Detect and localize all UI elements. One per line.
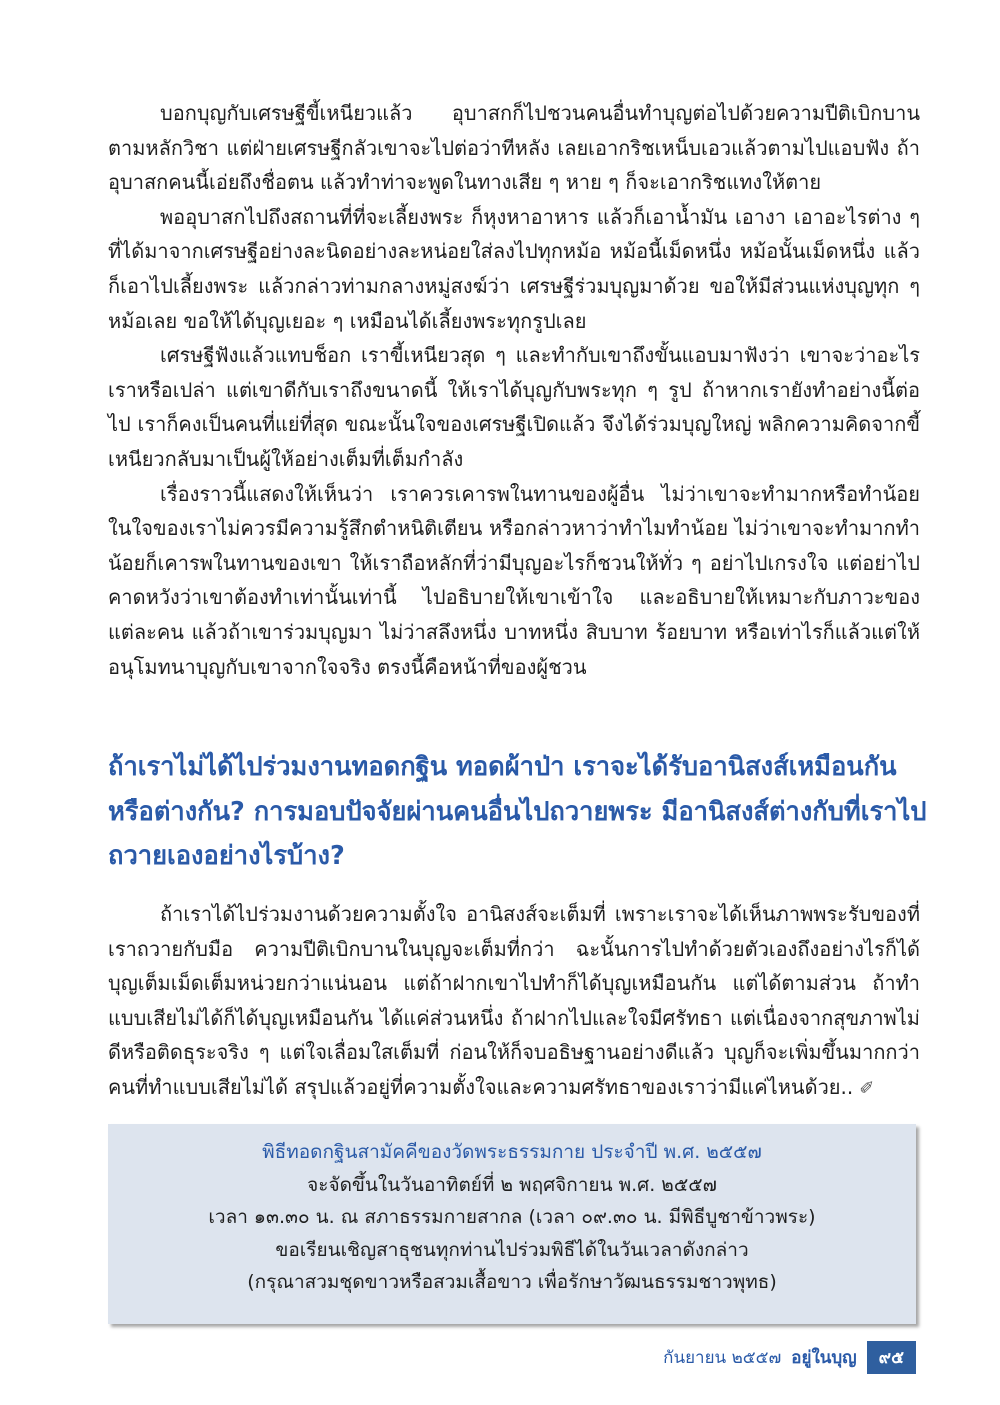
paragraph-2: พออุบาสกไปถึงสถานที่ที่จะเลี้ยงพระ ก็หุงหาอาหาร แล้วก็เอาน้ำมัน เอางา เอาอะไรต่าง ๆ ที่ได้มาจากเศรษฐีอย่างละนิดอย่างละหน่อยใส่ลงไปทุกหม้อ หม้อนี้เม็ดหนึ่ง หม้อนั้นเม็ดหนึ่ง แล้วก็เอาไปเลี้ยงพระ แล้วกล่าวท่ามกลางหมู่สงฆ์ว่า เศรษฐีร่วมบุญมาด้วย ขอให้มีส่วนแห่งบุญทุก ๆ หม้อเลย ขอให้ได้บุญเยอะ ๆ เหมือนได้เลี้ยงพระทุกรูปเลย <box>108 204 920 333</box>
magazine-name: อยู่ในบุญ <box>791 1348 857 1368</box>
question-heading: ถ้าเราไม่ได้ไปร่วมงานทอดกฐิน ทอดผ้าป่า เราจะได้รับอานิสงส์เหมือนกันหรือต่างกัน? การมอบปัจจัยผ่านคนอื่นไปถวายพระ มีอานิสงส์ต่างกับที่เราไปถวายเองอย่างไรบ้าง? <box>108 752 927 871</box>
quill-end-icon: ✐ <box>859 1077 875 1099</box>
answer-text: ถ้าเราได้ไปร่วมงานด้วยความตั้งใจ อานิสงส์จะเต็มที่ เพราะเราจะได้เห็นภาพพระรับของที่เราถวายกับมือ ความปีติเบิกบานในบุญจะเต็มที่กว่า ฉะนั้นการไปทำด้วยตัวเองถึงอย่างไรก็ได้บุญเต็มเม็ดเต็มหน่วยกว่าแน่นอน แต่ถ้าฝากเขาไปทำก็ได้บุญเหมือนกัน แต่ได้ตามส่วน ถ้าทำแบบเสียไม่ได้ก็ได้บุญเหมือนกัน ได้แค่ส่วนหนึ่ง ถ้าฝากไปและใจมีศรัทธา แต่เนื่องจากสุขภาพไม่ดีหรือติดธุระจริง ๆ แต่ใจเลื่อมใสเต็มที่ ก่อนให้ก็จบอธิษฐานอย่างดีแล้ว บุญก็จะเพิ่มขึ้นมากกว่าคนที่ทำแบบเสียไม่ได้ สรุปแล้วอยู่ที่ความตั้งใจและความศรัทธาของเราว่ามีแค่ไหนด้วย.. <box>108 902 920 1099</box>
notice-dress-code: (กรุณาสวมชุดขาวหรือสวมเสื้อขาว เพื่อรักษาวัฒนธรรมชาวพุทธ) <box>247 1271 777 1293</box>
paragraph-3: เศรษฐีฟังแล้วแทบช็อก เราขี้เหนียวสุด ๆ และทำกับเขาถึงขั้นแอบมาฟังว่า เขาจะว่าอะไรเราหรือเปล่า แต่เขาดีกับเราถึงขนาดนี้ ให้เราได้บุญกับพระทุก ๆ รูป ถ้าหากเรายังทำอย่างนี้ต่อไป เราก็คงเป็นคนที่แย่ที่สุด ขณะนั้นใจของเศรษฐีเปิดแล้ว จึงได้ร่วมบุญใหญ่ พลิกความคิดจากขี้เหนียวกลับมาเป็นผู้ให้อย่างเต็มที่เต็มกำลัง <box>108 343 920 471</box>
issue-date: กันยายน ๒๕๕๗ <box>663 1348 782 1368</box>
article-body-top <box>108 96 920 684</box>
page-footer <box>663 1341 916 1374</box>
notice-date: จะจัดขึ้นในวันอาทิตย์ที่ ๒ พฤศจิกายน พ.ศ. ๒๕๕๗ <box>307 1173 717 1196</box>
answer-paragraph <box>108 897 920 1107</box>
paragraph-1: บอกบุญกับเศรษฐีขี้เหนียวแล้ว อุบาสกก็ไปชวนคนอื่นทำบุญต่อไปด้วยความปีติเบิกบาน ตามหลักวิชา แต่ฝ่ายเศรษฐีกลัวเขาจะไปต่อว่าทีหลัง เลยเอากริชเหน็บเอวแล้วตามไปแอบฟัง ถ้าอุบาสกคนนี้เอ่ยถึงชื่อตน แล้วทำท่าจะพูดในทางเสีย ๆ หาย ๆ ก็จะเอากริชแทงให้ตาย <box>108 101 920 195</box>
notice-time-place: เวลา ๑๓.๓๐ น. ณ สภาธรรมกายสากล (เวลา ๐๙.๓๐ น. มีพิธีบูชาข้าวพระ) <box>208 1206 816 1228</box>
page-number: ๙๕ <box>867 1341 916 1374</box>
paragraph-4: เรื่องราวนี้แสดงให้เห็นว่า เราควรเคารพในทานของผู้อื่น ไม่ว่าเขาจะทำมากหรือทำน้อย ในใจของเราไม่ควรมีความรู้สึกตำหนิติเตียน หรือกล่าวหาว่าทำไมทำน้อย ไม่ว่าเขาจะทำมากทำน้อยก็เคารพในทานของเขา ให้เราถือหลักที่ว่ามีบุญอะไรก็ชวนให้ทั่ว ๆ อย่าไปเกรงใจ แต่อย่าไปคาดหวังว่าเขาต้องทำเท่านั้นเท่านี้ ไปอธิบายให้เขาเข้าใจ และอธิบายให้เหมาะกับภาวะของแต่ละคน แล้วถ้าเขาร่วมบุญมา ไม่ว่าสลึงหนึ่ง บาทหนึ่ง สิบบาท ร้อยบาท หรือเท่าไรก็แล้วแต่ให้อนุโมทนาบุญกับเขาจากใจจริง ตรงนี้คือหน้าที่ของผู้ชวน <box>108 481 920 679</box>
answer-body <box>108 897 920 1107</box>
notice-box <box>108 1124 916 1324</box>
notice-invitation: ขอเรียนเชิญสาธุชนทุกท่านไปร่วมพิธีได้ในวันเวลาดังกล่าว <box>275 1238 749 1261</box>
notice-title: พิธีทอดกฐินสามัคคีของวัดพระธรรมกาย ประจำปี พ.ศ. ๒๕๕๗ <box>262 1141 762 1163</box>
